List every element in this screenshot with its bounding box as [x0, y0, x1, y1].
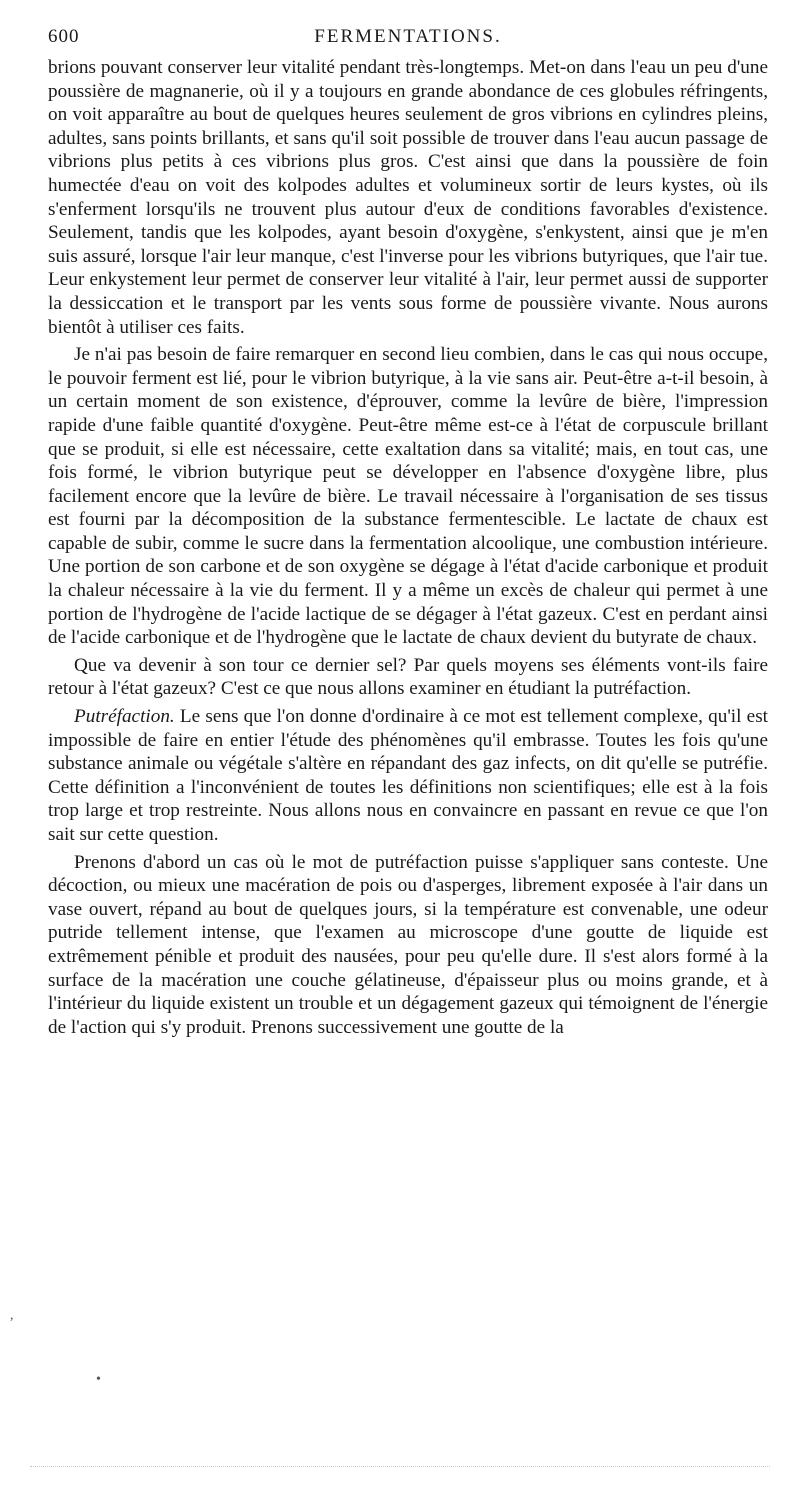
scan-noise-line: [30, 1466, 770, 1473]
page-header: [48, 26, 768, 56]
paragraph-1: brions pouvant conserver leur vitalité pendant très-longtemps. Met-on dans l'eau un peu d'une poussière de magnanerie, où il y a toujours en grande abondance de ces globules réfringents, on voit apparaître au bout de quelques heures seulement de gros vibrions en cylindres pleins, adultes, sans points brillants, et sans qu'il soit possible de trouver dans l'eau aucun passage de vibrions plus petits à ces vibrions plus gros. C'est ainsi que dans la poussière de foin humectée d'eau on voit des kolpodes adultes et volumineux sortir de leurs kystes, où ils s'enferment lorsqu'ils ne trouvent plus autour d'eux de conditions favorables d'existence. Seulement, tandis que les kolpodes, ayant besoin d'oxygène, s'enkystent, ainsi que je m'en suis assuré, lorsque l'air leur manque, c'est l'inverse pour les vibrions butyriques, que l'air tue. Leur enkystement leur permet de conserver leur vitalité à l'air, leur permet aussi de supporter la dessiccation et le transport par les vents sous forme de poussière vivante. Nous aurons bientôt à utiliser ces faits.: [48, 57, 768, 338]
paragraph-4-text: Le sens que l'on donne d'ordinaire à ce mot est tellement complexe, qu'il est impossible de faire en entier l'étude des phénomènes qu'il embrasse. Toutes les fois qu'une substance animale ou végétale s'altère en répandant des gaz infects, on dit qu'elle se putréfie. Cette définition a l'inconvénient de toutes les définitions non scientifiques; elle est à la fois trop large et trop restreinte. Nous allons nous en convaincre en passant en revue ce que l'on sait sur cette question.: [48, 706, 768, 845]
running-title: FERMENTATIONS.: [314, 26, 502, 47]
page-number: 600: [48, 26, 80, 47]
scan-speck: •: [96, 1372, 101, 1387]
section-title-putrefaction: Putréfaction.: [74, 706, 175, 728]
paragraph-2: Je n'ai pas besoin de faire remarquer en second lieu combien, dans le cas qui nous occupe, le pouvoir ferment est lié, pour le vibrion butyrique, à la vie sans air. Peut-être a-t-il besoin, à un certain moment de son existence, d'éprouver, comme la levûre de bière, l'impression rapide d'une faible quantité d'oxygène. Peut-être même est-ce à l'état de corpuscule brillant que se produit, si elle est nécessaire, cette exaltation dans sa vitalité; mais, en tout cas, une fois formé, le vibrion butyrique peut se développer en l'absence d'oxygène libre, plus facilement encore que la levûre de bière. Le travail nécessaire à l'organisation de ses tissus est fourni par la décomposition de la substance fermentescible. Le lactate de chaux est capable de subir, comme le sucre dans la fermentation alcoolique, une combustion intérieure. Une portion de son carbone et de son oxygène se dégage à l'état d'acide carbonique et produit la chaleur nécessaire à la vie du ferment. Il y a même un excès de chaleur qui permet à une portion de l'hydrogène de l'acide lactique de se dégager à l'état gazeux. C'est en perdant ainsi de l'acide carbonique et de l'hydrogène que le lactate de chaux devient du butyrate de chaux.: [48, 344, 768, 649]
paragraph-3: Que va devenir à son tour ce dernier sel? Par quels moyens ses éléments vont-ils faire retour à l'état gazeux? C'est ce que nous allons examiner en étudiant la putréfaction.: [48, 654, 768, 700]
book-page: [48, 26, 768, 1039]
margin-mark: ,: [10, 1308, 14, 1323]
paragraph-4: [48, 705, 768, 847]
paragraph-5: Prenons d'abord un cas où le mot de putréfaction puisse s'appliquer sans conteste. Une décoction, ou mieux une macération de pois ou d'asperges, librement exposée à l'air dans un vase ouvert, répand au bout de quelques jours, si la température est convenable, une odeur putride tellement intense, que l'examen au microscope d'une goutte de liquide est extrêmement pénible et produit des nausées, pour peu qu'elle dure. Il s'est alors formé à la surface de la macération une couche gélatineuse, d'épaisseur plus ou moins grande, et à l'intérieur du liquide existent un trouble et un dégagement gazeux qui témoignent de l'énergie de l'action qui s'y produit. Prenons successivement une goutte de la: [48, 851, 768, 1038]
